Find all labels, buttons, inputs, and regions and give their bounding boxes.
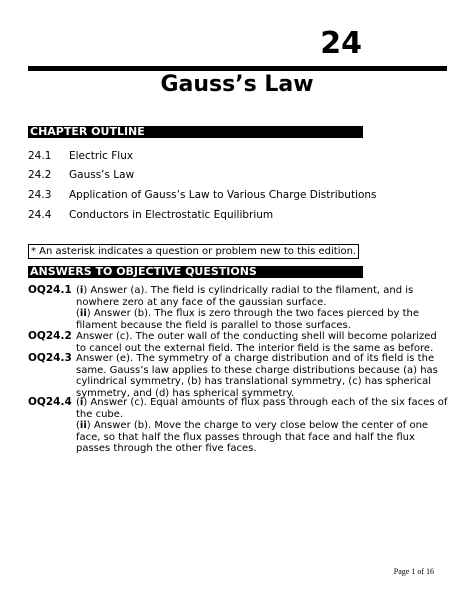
outline-item-number: 24.2 xyxy=(28,169,52,181)
outline-item xyxy=(28,209,273,222)
outline-item-number: 24.1 xyxy=(28,150,52,162)
chapter-outline-heading: CHAPTER OUTLINE xyxy=(28,126,363,138)
outline-item-number: 24.3 xyxy=(28,189,52,201)
objective-question-oq24-1 xyxy=(28,285,448,331)
answer-part-ii: (ii) Answer (b). The flux is zero through the two faces pierced by the filament because the field is parallel to those surfaces. xyxy=(76,308,419,331)
answer-part-ii: (ii) Answer (b). Move the charge to very close below the center of one face, so that half the flux passes through that face and half the flux passes through the other five faces. xyxy=(76,420,429,454)
outline-item xyxy=(28,150,133,163)
answer-text: Answer (c). The outer wall of the conducting shell will become polarized to cancel out the external field. The interior field is the same as before. xyxy=(76,331,437,354)
question-id: OQ24.3 xyxy=(28,352,72,364)
chapter-title: Gauss’s Law xyxy=(160,72,314,97)
outline-item-label: Application of Gauss’s Law to Various Charge Distributions xyxy=(69,189,377,201)
page-footer: Page 1 of 16 xyxy=(393,567,434,576)
question-id: OQ24.4 xyxy=(28,396,72,408)
answer-part-i: (i) Answer (a). The field is cylindrically radial to the filament, and is nowhere zero at any face of the gaussian surface. xyxy=(76,285,414,308)
outline-item-label: Electric Flux xyxy=(69,150,134,162)
question-id: OQ24.2 xyxy=(28,330,72,342)
asterisk-note: * An asterisk indicates a question or problem new to this edition. xyxy=(28,244,359,259)
outline-item-label: Conductors in Electrostatic Equilibrium xyxy=(69,209,274,221)
answer-part-i: (i) Answer (c). Equal amounts of flux pass through each of the six faces of the cube. xyxy=(76,397,448,420)
outline-item-label: Gauss’s Law xyxy=(69,169,135,181)
objective-question-oq24-4 xyxy=(28,397,448,455)
outline-item-number: 24.4 xyxy=(28,209,52,221)
objective-question-oq24-2 xyxy=(28,331,448,354)
question-id: OQ24.1 xyxy=(28,284,72,296)
chapter-number: 24 xyxy=(320,26,362,61)
outline-item xyxy=(28,189,377,202)
outline-item xyxy=(28,169,134,182)
answers-heading: ANSWERS TO OBJECTIVE QUESTIONS xyxy=(28,266,363,278)
objective-question-oq24-3 xyxy=(28,353,448,399)
answer-text: Answer (e). The symmetry of a charge distribution and of its field is the same. Gauss’s law applies to these charge distributions because (a) has cylindrical symmetry, (b) has translational symmetry, (c) has spherical symmetry, and (d) has spherical symmetry. xyxy=(76,353,438,399)
title-rule xyxy=(28,66,447,71)
